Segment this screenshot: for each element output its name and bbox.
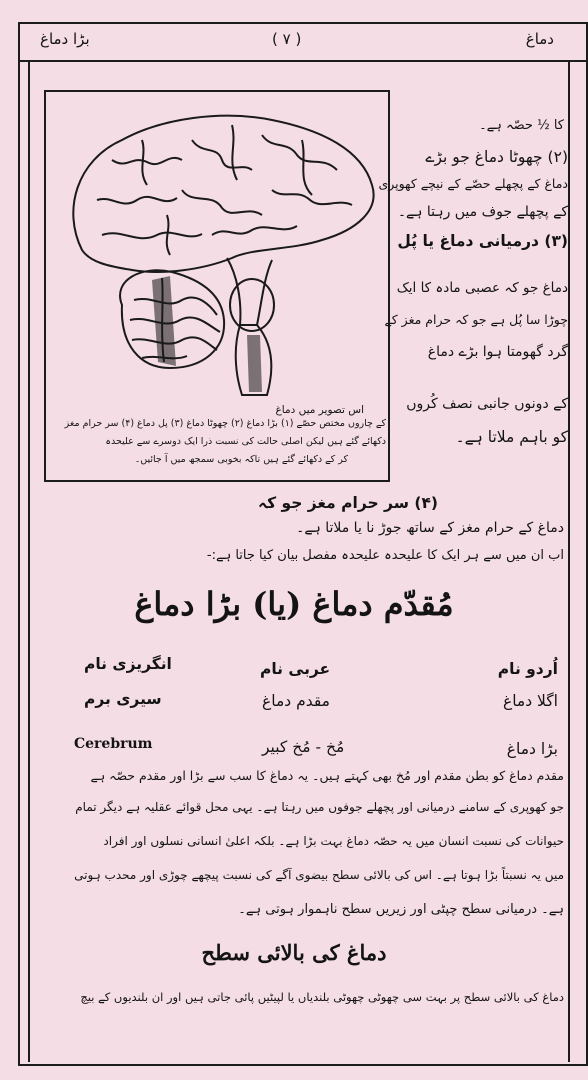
side-text-line: کے دونوں جانبی نصف کُروں	[406, 396, 568, 412]
left-margin-rule	[28, 62, 30, 1062]
running-head-left: بڑا دماغ	[40, 30, 90, 48]
body-line: دماغ کے حرام مغز کے ساتھ جوڑ نا یا ملاتا ہے۔	[296, 520, 564, 536]
paragraph-line: مقدم دماغ کو بطن مقدم اور مُخ بھی کہتے ہیں۔ یہ دماغ کا سب سے بڑا اور مقدم حصّہ ہے	[90, 768, 564, 783]
side-text-line: چوڑا سا پُل ہے جو کہ حرام مغز کے	[384, 312, 568, 327]
side-text-line: گرد گھومتا ہوا بڑے دماغ	[427, 344, 568, 360]
side-text-line: کا ½ حصّہ ہے۔	[479, 118, 564, 133]
page-number: ( ۷ )	[272, 30, 302, 48]
names-cell: اگلا دماغ	[502, 692, 558, 710]
names-header-arabic: عربی نام	[260, 660, 331, 678]
figure-caption-line: کر کے دکھائے گئے ہیں تاکہ بخوبی سمجھ میں آ جائیں۔	[134, 454, 348, 465]
figure-caption-line: دکھائے گئے ہیں لیکن اصلی حالت کی نسبت ذرا ایک دوسرے سے علیحدہ	[105, 436, 386, 447]
paragraph-line: دماغ کی بالائی سطح پر بہت سی چھوٹی چھوٹی بلندیاں یا لپیٹیں پائی جاتی ہیں اور ان بلندیوں کے بیچ	[80, 990, 564, 1004]
side-text-line: دماغ کے پچھلے حصّے کے نیچے کھوپری	[378, 176, 568, 191]
paragraph-line: حیوانات کی نسبت انسان میں یہ حصّہ دماغ بہت بڑا ہے۔ بلکہ اعلیٰ انسانی نسلوں اور افراد	[103, 834, 564, 848]
figure-caption-line: کے چاروں مختص حصّے (۱) بڑا دماغ (۲) چھوٹا دماغ (۳) پل دماغ (۴) سر حرام مغز	[64, 418, 386, 429]
names-header-urdu: اُردو نام	[497, 660, 558, 678]
brain-illustration	[52, 100, 382, 400]
names-cell-english-term: Cerebrum	[74, 736, 153, 752]
side-text-line: کے پچھلے جوف میں رہتا ہے۔	[397, 204, 568, 220]
side-text-line: (۳) درمیانی دماغ یا پُل	[397, 232, 568, 250]
body-line: اب ان میں سے ہر ایک کا علیحدہ علیحدہ مفصل بیان کیا جاتا ہے:-	[206, 548, 564, 563]
figure-caption-line: اس تصویر میں دماغ	[275, 404, 364, 416]
names-cell: مقدم دماغ	[262, 692, 330, 710]
paragraph-line: میں یہ نسبتاً بڑا ہوتا ہے۔ اس کی بالائی سطح بیضوی آگے کی نسبت پیچھے چوڑی اور محدب ہوتی	[74, 868, 564, 882]
names-cell: بڑا دماغ	[506, 740, 558, 758]
side-text-line: کو باہم ملاتا ہے۔	[455, 428, 568, 446]
names-header-english: انگریزی نام	[84, 655, 172, 673]
running-head-right: دماغ	[525, 30, 554, 48]
paragraph-line: جو کھوپری کے سامنے درمیانی اور پچھلے جوفوں میں رہتا ہے۔ یہی محل قوائے عقلیہ ہے دیگر تمام	[75, 800, 564, 814]
header-rule	[18, 60, 586, 62]
names-cell: سیری برم	[84, 690, 162, 708]
side-text-line: دماغ جو کہ عصبی مادہ کا ایک	[396, 280, 568, 296]
names-cell: مُخ - مُخ کبیر	[262, 738, 345, 756]
sub-title: دماغ کی بالائی سطح	[201, 940, 387, 965]
paragraph-line: ہے۔ درمیانی سطح چپٹی اور زیریں سطح ناہموار ہوتی ہے۔	[238, 902, 564, 917]
right-margin-rule	[568, 62, 570, 1062]
side-text-line: (۲) چھوٹا دماغ جو بڑے	[425, 148, 568, 166]
section-title: مُقدّم دماغ (یا) بڑا دماغ	[134, 585, 454, 623]
body-line: (۴) سر حرام مغز جو کہ	[258, 494, 438, 512]
